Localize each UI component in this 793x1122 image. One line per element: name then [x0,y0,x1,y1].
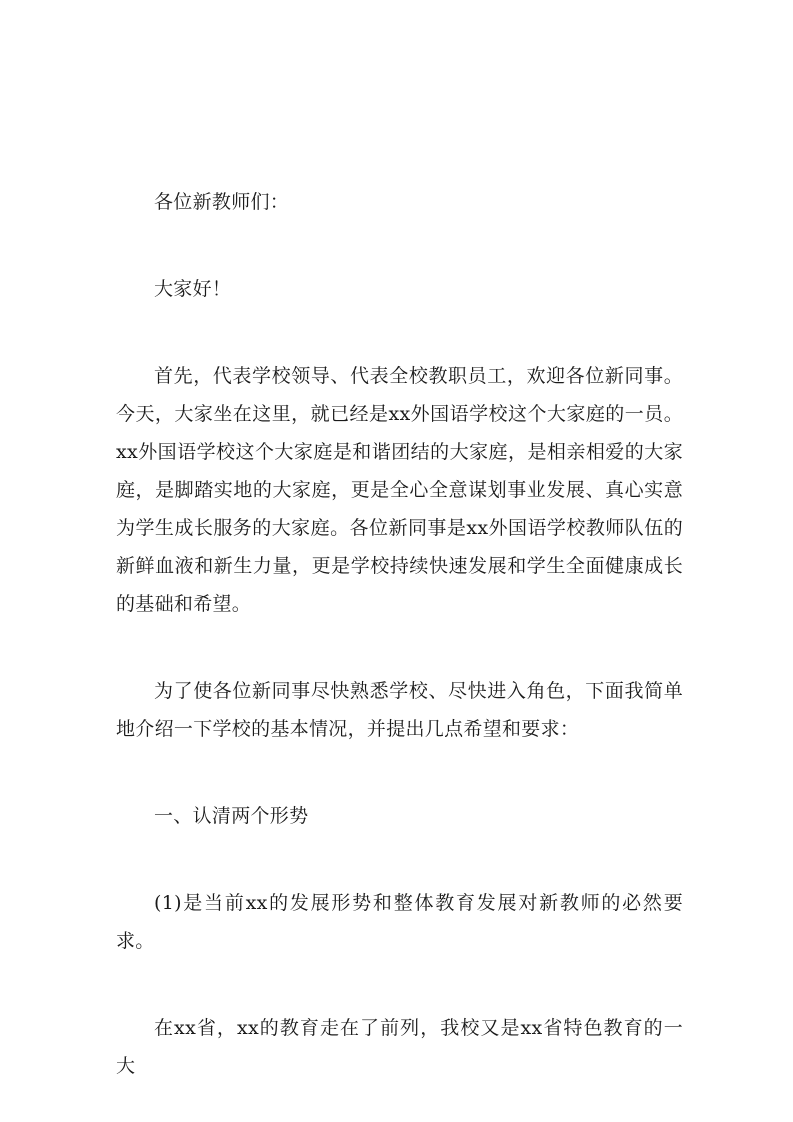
paragraph-gap [116,748,683,797]
paragraph-gap [116,221,683,270]
introduction-paragraph: 为了使各位新同事尽快熟悉学校、尽快进入角色，下面我简单地介绍一下学校的基本情况，并提出几点希望和要求： [116,680,683,740]
paragraph-gap [116,960,683,1009]
section-heading: 一、认清两个形势 [154,805,309,827]
salutation: 各位新教师们： [154,191,290,213]
body-paragraph: 在xx省，xx的教育走在了前列，我校又是xx省特色教育的一大 [116,1017,683,1077]
paragraph-gap [116,623,683,672]
greeting: 大家好！ [154,278,232,300]
welcome-paragraph: 首先，代表学校领导、代表全校教职员工，欢迎各位新同事。今天，大家坐在这里，就已经是xx外国语学校这个大家庭的一员。xx外国语学校这个大家庭是和谐团结的大家庭，是相亲相爱的大家庭，是脚踏实地的大家庭，更是全心全意谋划事业发展、真心实意为学生成长服务的大家庭。各位新同事是xx外国语学校教师队伍的新鲜血液和新生力量，更是学校持续快速发展和学生全面健康成长的基础和希望。 [116,365,683,615]
document-page [116,183,683,1085]
point-one: (1)是当前xx的发展形势和整体教育发展对新教师的必然要求。 [116,892,683,952]
paragraph-gap [116,308,683,357]
paragraph-gap [116,835,683,884]
